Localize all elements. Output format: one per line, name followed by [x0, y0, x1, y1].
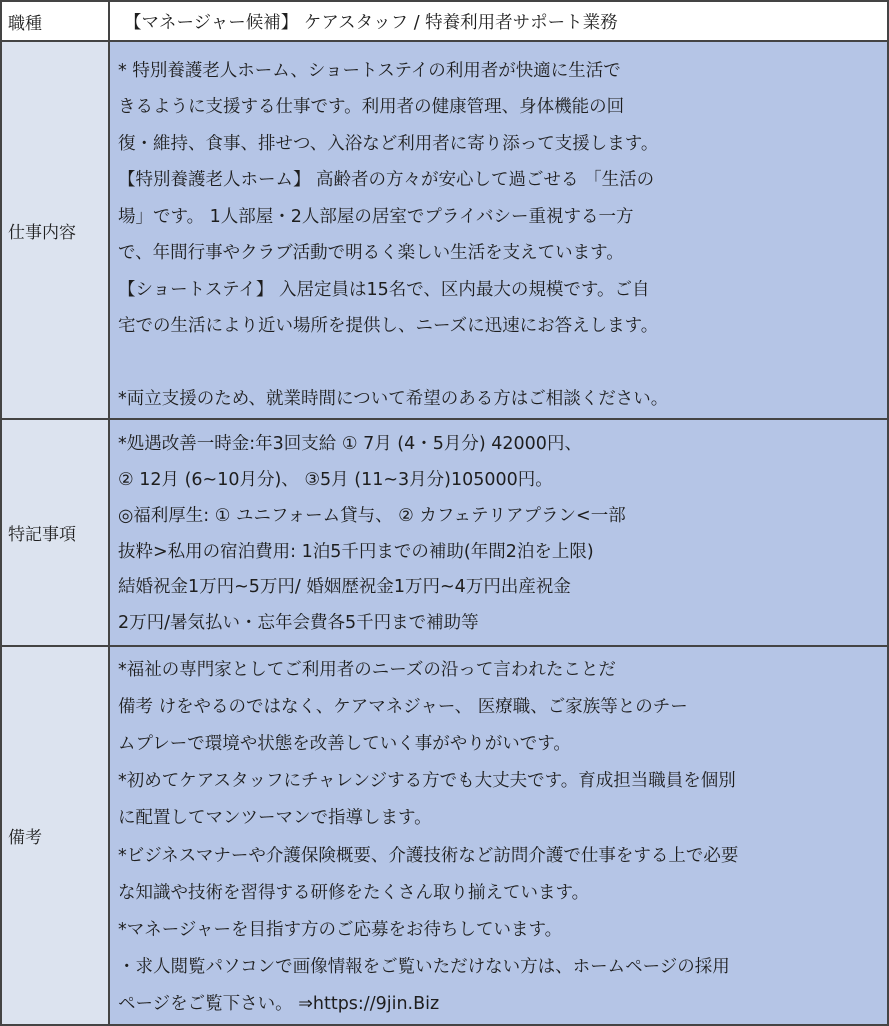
text-line: *ビジネスマナーや介護保険概要、介護技術など訪問介護で仕事をする上で必要 [118, 845, 739, 866]
text-line: 宅での生活により近い場所を提供し、ニーズに迅速にお答えします。 [118, 316, 659, 336]
text-line: *初めてケアスタッフにチャレンジする方でも大丈夫です。育成担当職員を個別 [118, 771, 736, 792]
text-line: 抜粋>私用の宿泊費用: 1泊5千円までの補助(年間2泊を上限) [118, 541, 594, 562]
job-description-cell [109, 41, 888, 419]
remarks-cell [109, 646, 888, 1025]
text-line: *マネージャーを目指す方のご応募をお待ちしています。 [118, 919, 563, 940]
text-line [118, 345, 881, 382]
text-line: きるように支援する仕事です。利用者の健康管理、身体機能の回 [118, 97, 625, 117]
job-description-row [1, 41, 888, 419]
job-description-label: 仕事内容 [1, 41, 109, 419]
text-line: ムプレーで環境や状態を改善していく事がやりがいです。 [118, 733, 571, 754]
special-notes-label: 特記事項 [1, 419, 109, 646]
remarks-text [110, 648, 887, 1024]
special-notes-row [1, 419, 888, 646]
text-line: 場」です。 1人部屋・2人部屋の居室でプライバシー重視する一方 [118, 206, 634, 227]
remarks-label: 備考 [1, 646, 109, 1025]
text-line: *処遇改善一時金:年3回支給 ① 7月 (4・5月分) 42000円、 [118, 434, 582, 455]
text-line: 2万円/暑気払い・忘年会費各5千円まで補助等 [118, 613, 479, 634]
text-line: 復・維持、食事、排せつ、入浴など利用者に寄り添って支援します。 [118, 133, 659, 154]
text-line: ◎福利厚生: ① ユニフォーム貸与、 ② カフェテリアプラン<一部 [118, 505, 626, 526]
text-line: * 特別養護老人ホーム、ショートステイの利用者が快適に生活で [118, 60, 621, 81]
text-line: 【ショートステイ】 入居定員は15名で、区内最大の規模です。ご自 [118, 279, 650, 300]
text-line: ページをご覧下さい。 ⇒https://9jin.Biz [118, 994, 440, 1015]
text-line: *両立支援のため、就業時間について希望のある方はご相談ください。 [118, 389, 669, 409]
text-line: ・求人閲覧パソコンで画像情報をご覧いただけない方は、ホームページの採用 [118, 957, 730, 978]
job-description-text [110, 43, 887, 418]
job-type-label: 職種 [1, 1, 109, 41]
text-line: 結婚祝金1万円~5万円/ 婚姻歴祝金1万円~4万円出産祝金 [118, 577, 571, 598]
text-line: に配置してマンツーマンで指導します。 [118, 808, 432, 829]
text-line: *福祉の専門家としてご利用者のニーズの沿って言われたことだ [118, 659, 616, 680]
special-notes-text [110, 423, 887, 642]
text-line: な知識や技術を習得する研修をたくさん取り揃えています。 [118, 882, 590, 903]
text-line: ② 12月 (6~10月分)、 ③5月 (11~3月分)105000円。 [118, 469, 553, 490]
special-notes-cell [109, 419, 888, 646]
job-type-value: 【マネージャー候補】 ケアスタッフ / 特養利用者サポート業務 [109, 1, 888, 41]
job-type-row [1, 1, 888, 41]
text-line: で、年間行事やクラブ活動で明るく楽しい生活を支えています。 [118, 243, 624, 263]
text-line: 備考 けをやるのではなく、ケアマネジャー、 医療職、ご家族等とのチー [118, 696, 688, 717]
text-line: 【特別養護老人ホーム】 高齢者の方々が安心して過ごせる 「生活の [118, 170, 655, 190]
remarks-row [1, 646, 888, 1025]
